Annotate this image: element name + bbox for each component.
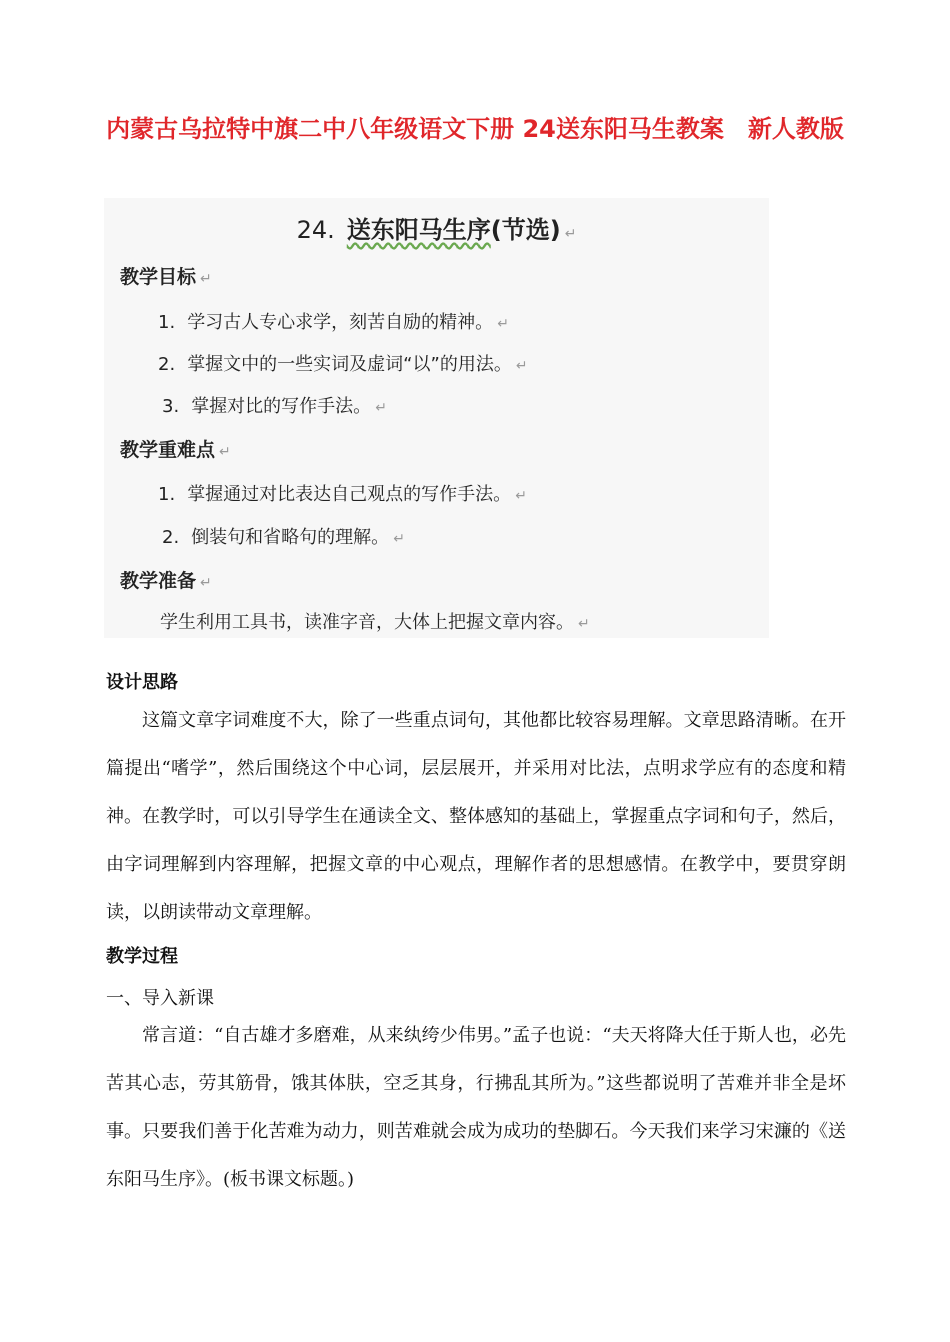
- embedded-title-suffix: (节选): [490, 216, 561, 244]
- list-item: [158, 480, 527, 506]
- list-item-number: 2.: [162, 527, 180, 548]
- list-item-text: 掌握对比的写作手法。: [191, 396, 372, 417]
- list-item: [158, 308, 509, 334]
- return-mark-icon: ↵: [497, 316, 509, 332]
- design-heading: 设计思路: [106, 672, 178, 693]
- list-item: [162, 392, 387, 418]
- process-step-heading: 一、导入新课: [106, 988, 214, 1009]
- design-paragraph: 这篇文章字词难度不大，除了一些重点词句，其他都比较容易理解。文章思路清晰。在开篇提出“嗜学”，然后围绕这个中心词，层层展开，并采用对比法，点明求学应有的态度和精神。在教学时，可以引导学生在通读全文、整体感知的基础上，掌握重点字词和句子，然后，由字词理解到内容理解，把握文章的中心观点，理解作者的思想感情。在教学中，要贯穿朗读，以朗读带动文章理解。: [106, 710, 846, 923]
- section-heading-key-points: [120, 435, 231, 462]
- return-mark-icon: ↵: [515, 488, 527, 504]
- embedded-title: [104, 210, 769, 245]
- list-item-text: 掌握通过对比表达自己观点的写作手法。: [187, 484, 512, 505]
- list-item: [162, 523, 405, 549]
- list-item-text: 学习古人专心求学，刻苦自励的精神。: [187, 312, 494, 333]
- return-mark-icon: ↵: [200, 575, 212, 591]
- list-item-number: 3.: [162, 396, 180, 417]
- list-item-text: 倒装句和省略句的理解。: [191, 527, 390, 548]
- return-mark-icon: ↵: [393, 531, 405, 547]
- section-label: 教学准备: [120, 570, 197, 592]
- return-mark-icon: ↵: [515, 358, 528, 374]
- embedded-title-number: 24.: [296, 216, 335, 244]
- list-item-text: 掌握文中的一些实词及虚词“以”的用法。: [187, 354, 512, 375]
- return-mark-icon: ↵: [200, 271, 212, 287]
- embedded-lesson-image: [104, 198, 769, 638]
- process-heading: 教学过程: [106, 946, 178, 967]
- list-item: [160, 608, 590, 634]
- list-item-number: 2.: [158, 354, 176, 375]
- return-mark-icon: ↵: [375, 400, 387, 416]
- section-heading-preparation: [120, 566, 212, 593]
- list-item: [158, 350, 528, 376]
- section-heading-objectives: [120, 262, 212, 289]
- list-item-number: 1.: [158, 312, 176, 333]
- section-label: 教学目标: [120, 266, 197, 288]
- return-mark-icon: ↵: [564, 226, 577, 242]
- return-mark-icon: ↵: [578, 616, 590, 632]
- embedded-title-heading: 送东阳马生序: [346, 216, 491, 244]
- document-title: 内蒙古乌拉特中旗二中八年级语文下册 24送东阳马生教案 新人教版: [106, 115, 844, 143]
- process-paragraph: 常言道：“自古雄才多磨难，从来纨绔少伟男。”孟子也说：“夫天将降大任于斯人也，必先苦其心志，劳其筋骨，饿其体肤，空乏其身，行拂乱其所为。”这些都说明了苦难并非全是坏事。只要我们善于化苦难为动力，则苦难就会成为成功的垫脚石。今天我们来学习宋濂的《送东阳马生序》。(板书课文标题。): [106, 1025, 846, 1190]
- section-label: 教学重难点: [120, 439, 216, 461]
- list-item-text: 学生利用工具书，读准字音，大体上把握文章内容。: [160, 612, 574, 633]
- return-mark-icon: ↵: [219, 444, 231, 460]
- list-item-number: 1.: [158, 484, 176, 505]
